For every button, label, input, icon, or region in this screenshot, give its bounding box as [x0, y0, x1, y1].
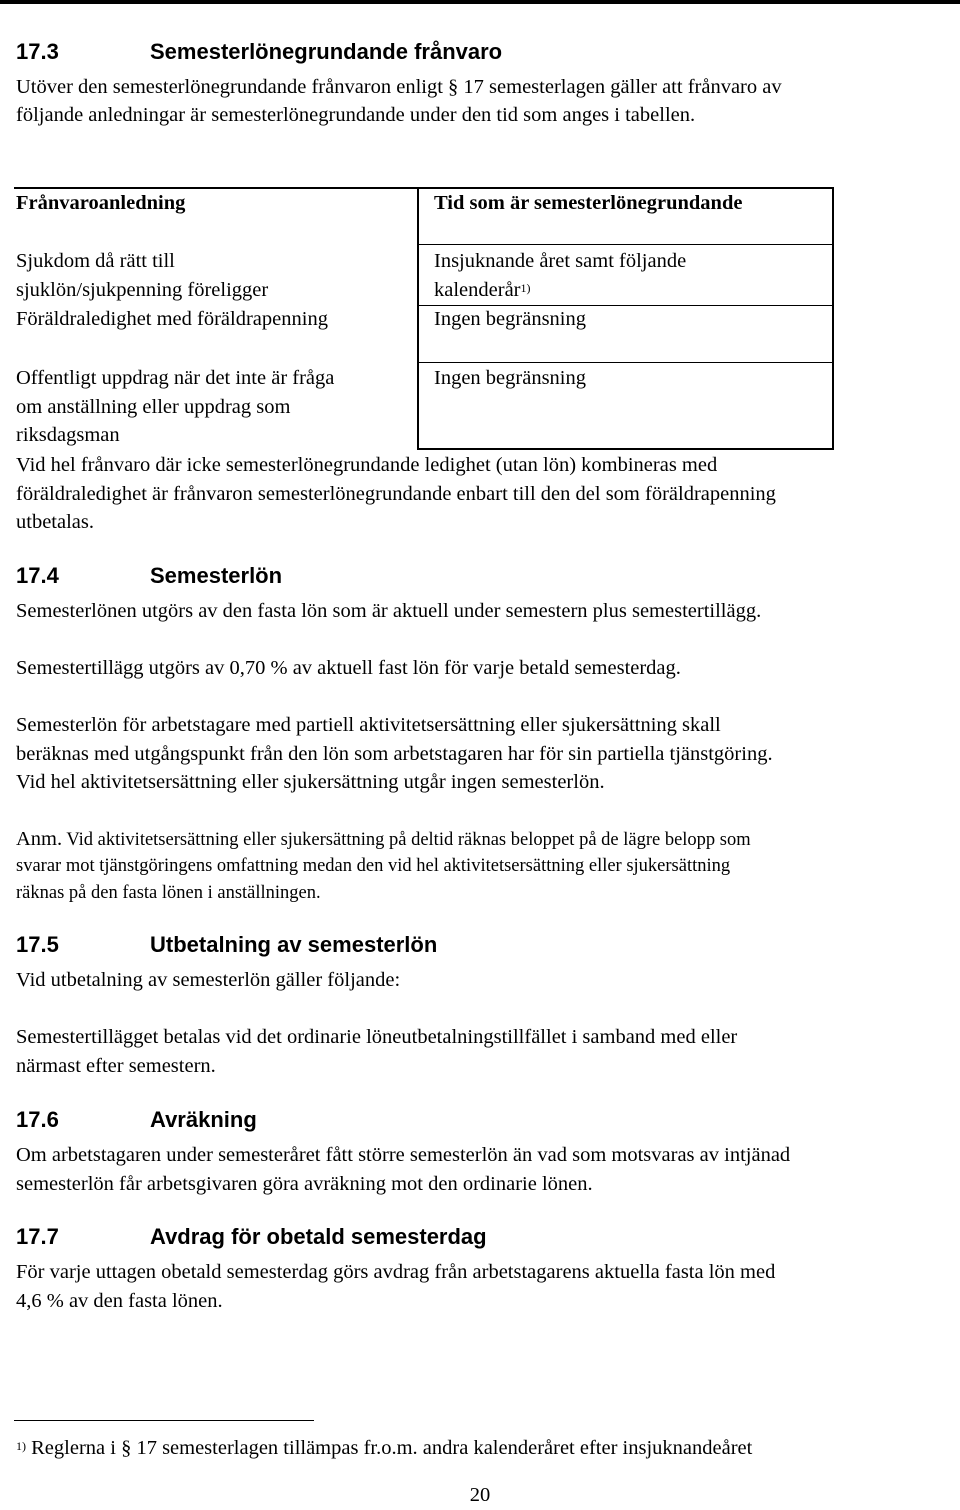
section-title: Semesterlönegrundande frånvaro	[150, 39, 503, 64]
section-heading-17-5	[16, 931, 437, 959]
paragraph-line: Utöver den semesterlönegrundande frånvaron enligt § 17 semesterlagen gäller att frånvaro av	[16, 76, 782, 98]
table-border	[832, 187, 834, 449]
table-cell-time: Insjuknande året samt följande	[434, 250, 687, 272]
footnote-text: Reglerna i § 17 semesterlagen tillämpas fr.o.m. andra kalenderåret efter insjuknandeåret	[31, 1437, 753, 1459]
paragraph-line: 4,6 % av den fasta lönen.	[16, 1290, 223, 1312]
footnote-marker: 1)	[16, 1439, 26, 1453]
paragraph-line: Vid utbetalning av semesterlön gäller följande:	[16, 969, 401, 991]
table-header-time: Tid som är semesterlönegrundande	[434, 192, 743, 214]
page-number: 20	[469, 1484, 491, 1506]
table-border	[417, 448, 834, 450]
section-number: 17.3	[16, 39, 59, 64]
note-line	[16, 826, 751, 854]
paragraph-line: Vid hel aktivitetsersättning eller sjukersättning utgår ingen semesterlön.	[16, 771, 605, 793]
section-heading-17-3	[16, 38, 502, 66]
section-title: Avräkning	[150, 1107, 257, 1132]
footnote-reference: 1)	[520, 281, 531, 295]
section-number: 17.5	[16, 932, 59, 957]
section-heading-17-6	[16, 1106, 257, 1134]
note-text: Vid aktivitetsersättning eller sjukersättning på deltid räknas beloppet på de lägre belopp som	[66, 830, 751, 850]
paragraph-line: utbetalas.	[16, 511, 94, 533]
table-cell-reason: om anställning eller uppdrag som	[16, 396, 291, 418]
table-border	[417, 187, 419, 449]
table-cell-time	[434, 276, 531, 305]
table-cell-time: Ingen begränsning	[434, 308, 586, 330]
section-title: Semesterlön	[150, 563, 283, 588]
table-cell-reason: Offentligt uppdrag när det inte är fråga	[16, 367, 335, 389]
paragraph-line: beräknas med utgångspunkt från den lön som arbetstagaren har för sin partiella tjänstgöring.	[16, 743, 773, 765]
section-number: 17.4	[16, 563, 59, 588]
paragraph-line: Semesterlönen utgörs av den fasta lön som är aktuell under semestern plus semestertillägg.	[16, 600, 762, 622]
paragraph-line: följande anledningar är semesterlönegrundande under den tid som anges i tabellen.	[16, 104, 696, 126]
paragraph-line: För varje uttagen obetald semesterdag görs avdrag från arbetstagarens aktuella fasta lön med	[16, 1261, 776, 1283]
table-header-reason: Frånvaroanledning	[16, 192, 186, 214]
section-number: 17.6	[16, 1107, 59, 1132]
table-border	[417, 362, 834, 363]
section-number: 17.7	[16, 1224, 59, 1249]
footnote-rule	[14, 1420, 314, 1421]
note-line: svarar mot tjänstgöringens omfattning medan den vid hel aktivitetsersättning eller sjukersättning	[16, 856, 731, 876]
table-cell-reason: Föräldraledighet med föräldrapenning	[16, 308, 328, 330]
paragraph-line: föräldraledighet är frånvaron semesterlönegrundande enbart till den del som föräldrapenning	[16, 483, 776, 505]
paragraph-line: Vid hel frånvaro där icke semesterlönegrundande ledighet (utan lön) kombineras med	[16, 454, 718, 476]
table-cell-time-text: kalenderår	[434, 279, 521, 301]
note-line: räknas på den fasta lönen i anställningen.	[16, 883, 321, 903]
paragraph-line: närmast efter semestern.	[16, 1055, 216, 1077]
table-cell-reason: sjuklön/sjukpenning föreligger	[16, 279, 269, 301]
paragraph-line: Semestertillägget betalas vid det ordinarie löneutbetalningstillfället i samband med eller	[16, 1026, 738, 1048]
table-cell-reason: riksdagsman	[16, 424, 120, 446]
note-label: Anm.	[16, 828, 63, 850]
paragraph-line: Semesterlön för arbetstagare med partiell aktivitetsersättning eller sjukersättning skall	[16, 714, 721, 736]
section-title: Utbetalning av semesterlön	[150, 932, 438, 957]
table-border	[417, 244, 834, 245]
section-heading-17-4	[16, 562, 282, 590]
table-cell-time: Ingen begränsning	[434, 367, 586, 389]
section-heading-17-7	[16, 1223, 487, 1251]
paragraph-line: Semestertillägg utgörs av 0,70 % av aktuell fast lön för varje betald semesterdag.	[16, 657, 681, 679]
paragraph-line: semesterlön får arbetsgivaren göra avräkning mot den ordinarie lönen.	[16, 1173, 593, 1195]
paragraph-line: Om arbetstagaren under semesteråret fått större semesterlön än vad som motsvaras av intjänad	[16, 1144, 791, 1166]
footnote	[16, 1434, 752, 1463]
section-title: Avdrag för obetald semesterdag	[150, 1224, 487, 1249]
top-rule	[0, 0, 960, 4]
table-cell-reason: Sjukdom då rätt till	[16, 250, 175, 272]
